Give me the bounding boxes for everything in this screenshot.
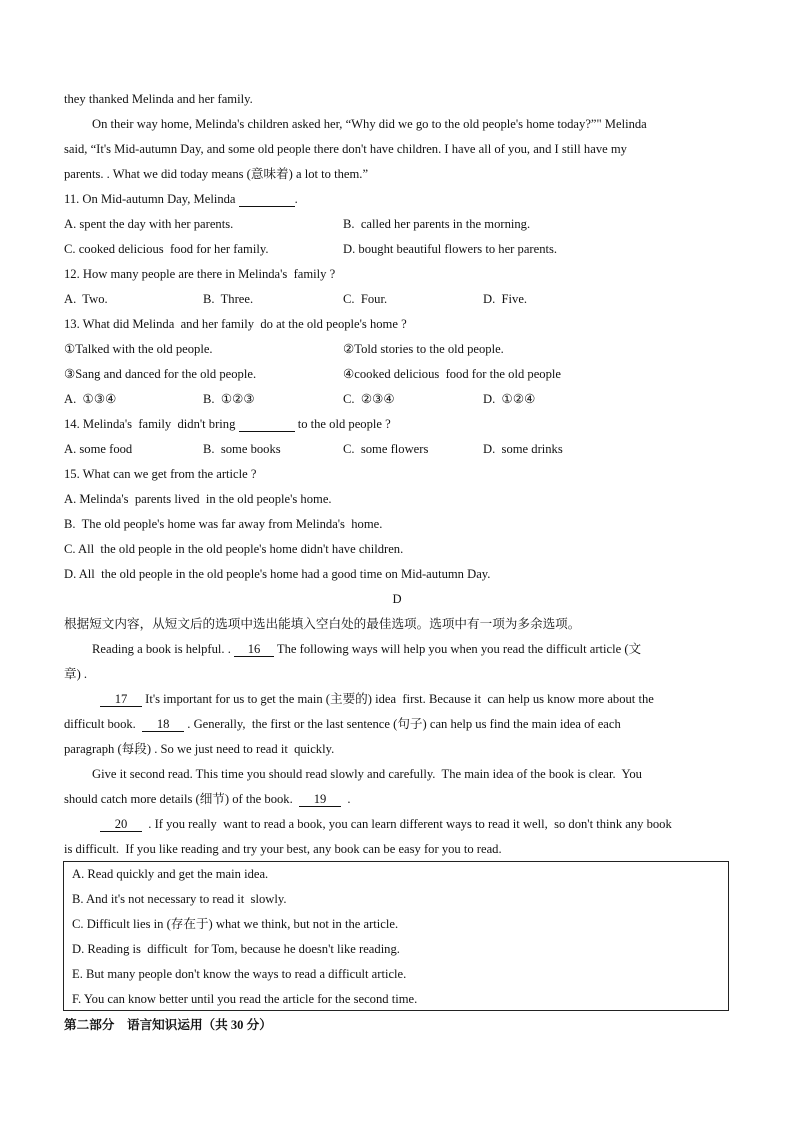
option-c[interactable]: C. cooked delicious food for her family. <box>64 242 269 256</box>
passage-line <box>92 640 641 658</box>
choice-e[interactable]: E. But many people don't know the ways to read a difficult article. <box>72 967 407 981</box>
option-a[interactable]: A. ①③④ <box>64 392 117 406</box>
option-a[interactable]: A. Two. <box>64 292 108 306</box>
option-d[interactable]: D. All the old people in the old people's home had a good time on Mid-autumn Day. <box>64 567 491 581</box>
passage-line <box>64 790 350 808</box>
passage-line: 章) . <box>64 667 88 681</box>
question-stem-end: . <box>294 192 298 206</box>
question-stem-end: to the old people ? <box>294 417 391 431</box>
passage-line: paragraph (每段) . So we just need to read it quickly. <box>64 742 335 756</box>
statement-1: ①Talked with the old people. <box>64 342 213 356</box>
option-c[interactable]: C. some flowers <box>343 442 429 456</box>
question-15: 15. What can we get from the article ? <box>64 467 257 481</box>
passage-text: . <box>341 792 351 806</box>
choice-b[interactable]: B. And it's not necessary to read it slowly. <box>72 892 287 906</box>
choice-d[interactable]: D. Reading is difficult for Tom, because he doesn't like reading. <box>72 942 400 956</box>
blank-17[interactable]: 17 <box>100 692 142 707</box>
blank-19[interactable]: 19 <box>299 792 341 807</box>
statement-3: ③Sang and danced for the old people. <box>64 367 257 381</box>
passage-line: said, “It's Mid-autumn Day, and some old people there don't have children. I have all of you, and I still have my <box>64 142 627 156</box>
option-b[interactable]: B. some books <box>203 442 281 456</box>
statement-2: ②Told stories to the old people. <box>343 342 504 356</box>
passage-text: The following ways will help you when you read the difficult article (文 <box>274 642 642 656</box>
option-d[interactable]: D. Five. <box>483 292 528 306</box>
passage-text: . Generally, the first or the last sentence (句子) can help us find the main idea of each <box>184 717 621 731</box>
answer-blank[interactable] <box>239 417 295 432</box>
question-12: 12. How many people are there in Melinda's family ? <box>64 267 336 281</box>
passage-line: Give it second read. This time you should read slowly and carefully. The main idea of the book is clear. You <box>92 767 642 781</box>
option-a[interactable]: A. spent the day with her parents. <box>64 217 234 231</box>
statement-4: ④cooked delicious food for the old people <box>343 367 561 381</box>
blank-20[interactable]: 20 <box>100 817 142 832</box>
option-c[interactable]: C. ②③④ <box>343 392 395 406</box>
question-11 <box>64 190 298 208</box>
passage-text: should catch more details (细节) of the book. <box>64 792 300 806</box>
passage-line: they thanked Melinda and her family. <box>64 92 253 106</box>
blank-18[interactable]: 18 <box>142 717 184 732</box>
option-b[interactable]: B. The old people's home was far away from Melinda's home. <box>64 517 383 531</box>
question-stem: 11. On Mid-autumn Day, Melinda <box>64 192 239 206</box>
section-letter: D <box>392 592 402 606</box>
choice-c[interactable]: C. Difficult lies in (存在于) what we think, but not in the article. <box>72 917 399 931</box>
option-d[interactable]: D. ①②④ <box>483 392 536 406</box>
passage-text: difficult book. <box>64 717 143 731</box>
option-b[interactable]: B. ①②③ <box>203 392 255 406</box>
option-a[interactable]: A. some food <box>64 442 133 456</box>
passage-text: . If you really want to read a book, you can learn different ways to read it well, so don't think any book <box>142 817 672 831</box>
passage-line <box>100 815 672 833</box>
question-13: 13. What did Melinda and her family do at the old people's home ? <box>64 317 407 331</box>
option-c[interactable]: C. All the old people in the old people's home didn't have children. <box>64 542 404 556</box>
passage-text: Reading a book is helpful. . <box>92 642 235 656</box>
passage-line: On their way home, Melinda's children asked her, “Why did we go to the old people's home today?”" Melinda <box>92 117 647 131</box>
choices-box <box>63 861 729 1011</box>
passage-text: It's important for us to get the main (主要的) idea first. Because it can help us know more about the <box>142 692 654 706</box>
passage-line: is difficult. If you like reading and try your best, any book can be easy for you to read. <box>64 842 502 856</box>
question-stem: 14. Melinda's family didn't bring <box>64 417 239 431</box>
passage-line: parents. . What we did today means (意味着) a lot to them.” <box>64 167 369 181</box>
part-two-heading: 第二部分 语言知识运用（共 30 分） <box>64 1018 272 1032</box>
passage-line <box>100 690 654 708</box>
option-d[interactable]: D. bought beautiful flowers to her parents. <box>343 242 558 256</box>
option-b[interactable]: B. Three. <box>203 292 254 306</box>
answer-blank[interactable] <box>239 192 295 207</box>
section-instruction: 根据短文内容，从短文后的选项中选出能填入空白处的最佳选项。选项中有一项为多余选项。 <box>64 617 581 631</box>
blank-16[interactable]: 16 <box>234 642 274 657</box>
option-b[interactable]: B. called her parents in the morning. <box>343 217 531 231</box>
option-d[interactable]: D. some drinks <box>483 442 563 456</box>
option-c[interactable]: C. Four. <box>343 292 388 306</box>
option-a[interactable]: A. Melinda's parents lived in the old people's home. <box>64 492 332 506</box>
choice-a[interactable]: A. Read quickly and get the main idea. <box>72 867 269 881</box>
question-14 <box>64 415 391 433</box>
choice-f[interactable]: F. You can know better until you read the article for the second time. <box>72 992 418 1006</box>
passage-line <box>64 715 621 733</box>
